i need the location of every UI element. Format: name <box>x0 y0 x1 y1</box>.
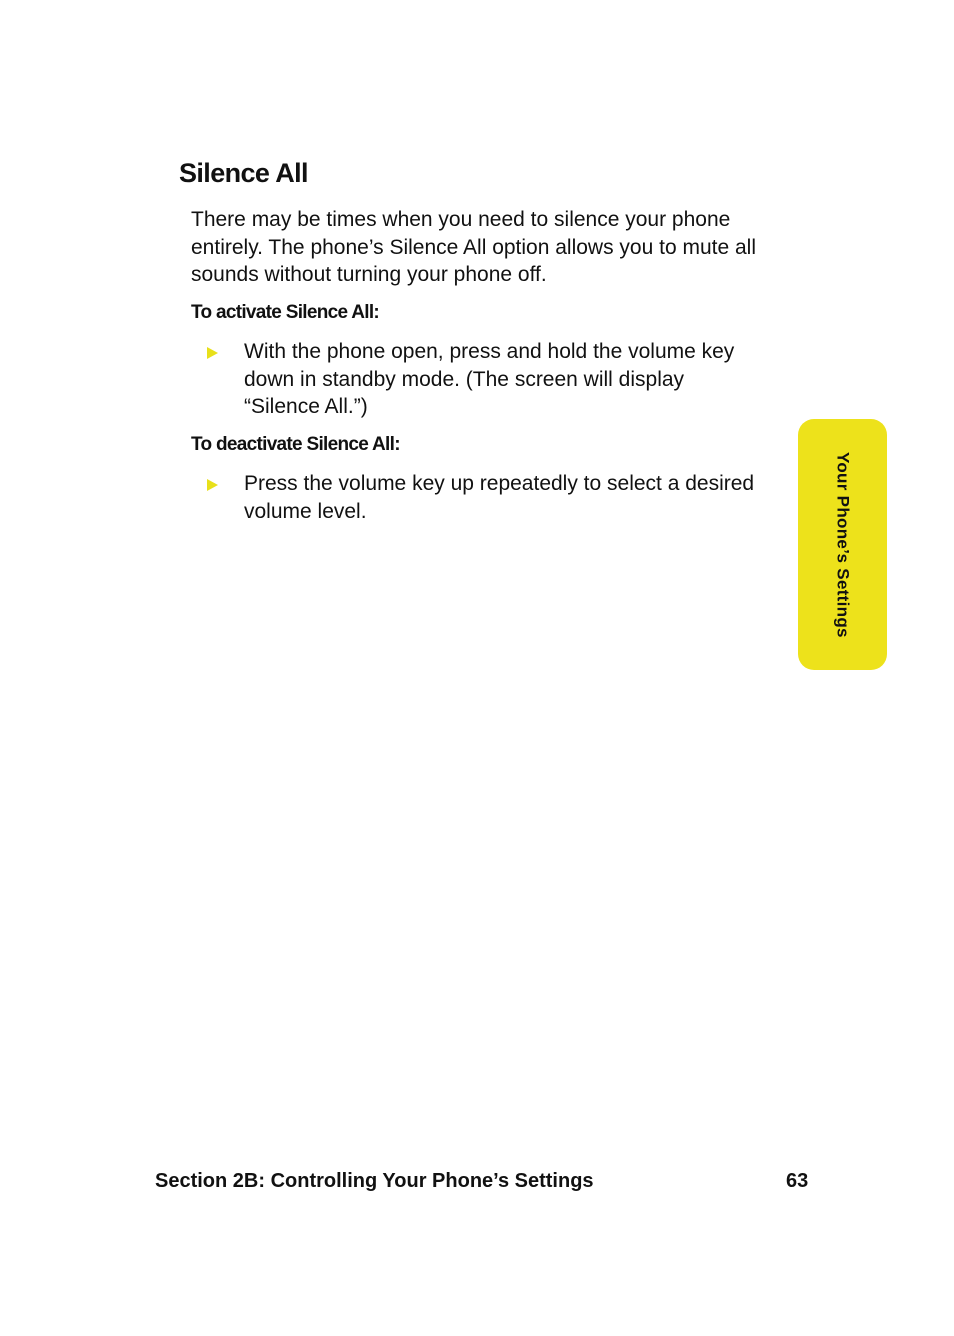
side-tab-label: Your Phone’s Settings <box>833 451 853 638</box>
activate-step <box>207 338 787 421</box>
deactivate-heading: To deactivate Silence All: <box>191 434 400 455</box>
activate-heading: To activate Silence All: <box>191 302 380 323</box>
bullet-arrow-icon <box>207 347 218 359</box>
intro-paragraph: There may be times when you need to silence your phone entirely. The phone’s Silence All option allows you to mute all sounds without turning your phone off. <box>191 208 757 286</box>
activate-step-text: With the phone open, press and hold the volume key down in standby mode. (The screen will display “Silence All.”) <box>244 340 735 418</box>
footer-section-title: Section 2B: Controlling Your Phone’s Settings <box>155 1170 594 1192</box>
page-title: Silence All <box>179 158 308 188</box>
deactivate-step-text: Press the volume key up repeatedly to select a desired volume level. <box>244 472 755 523</box>
section-side-tab <box>798 419 887 670</box>
footer-page-number: 63 <box>786 1170 809 1192</box>
deactivate-step <box>207 470 787 525</box>
bullet-arrow-icon <box>207 479 218 491</box>
